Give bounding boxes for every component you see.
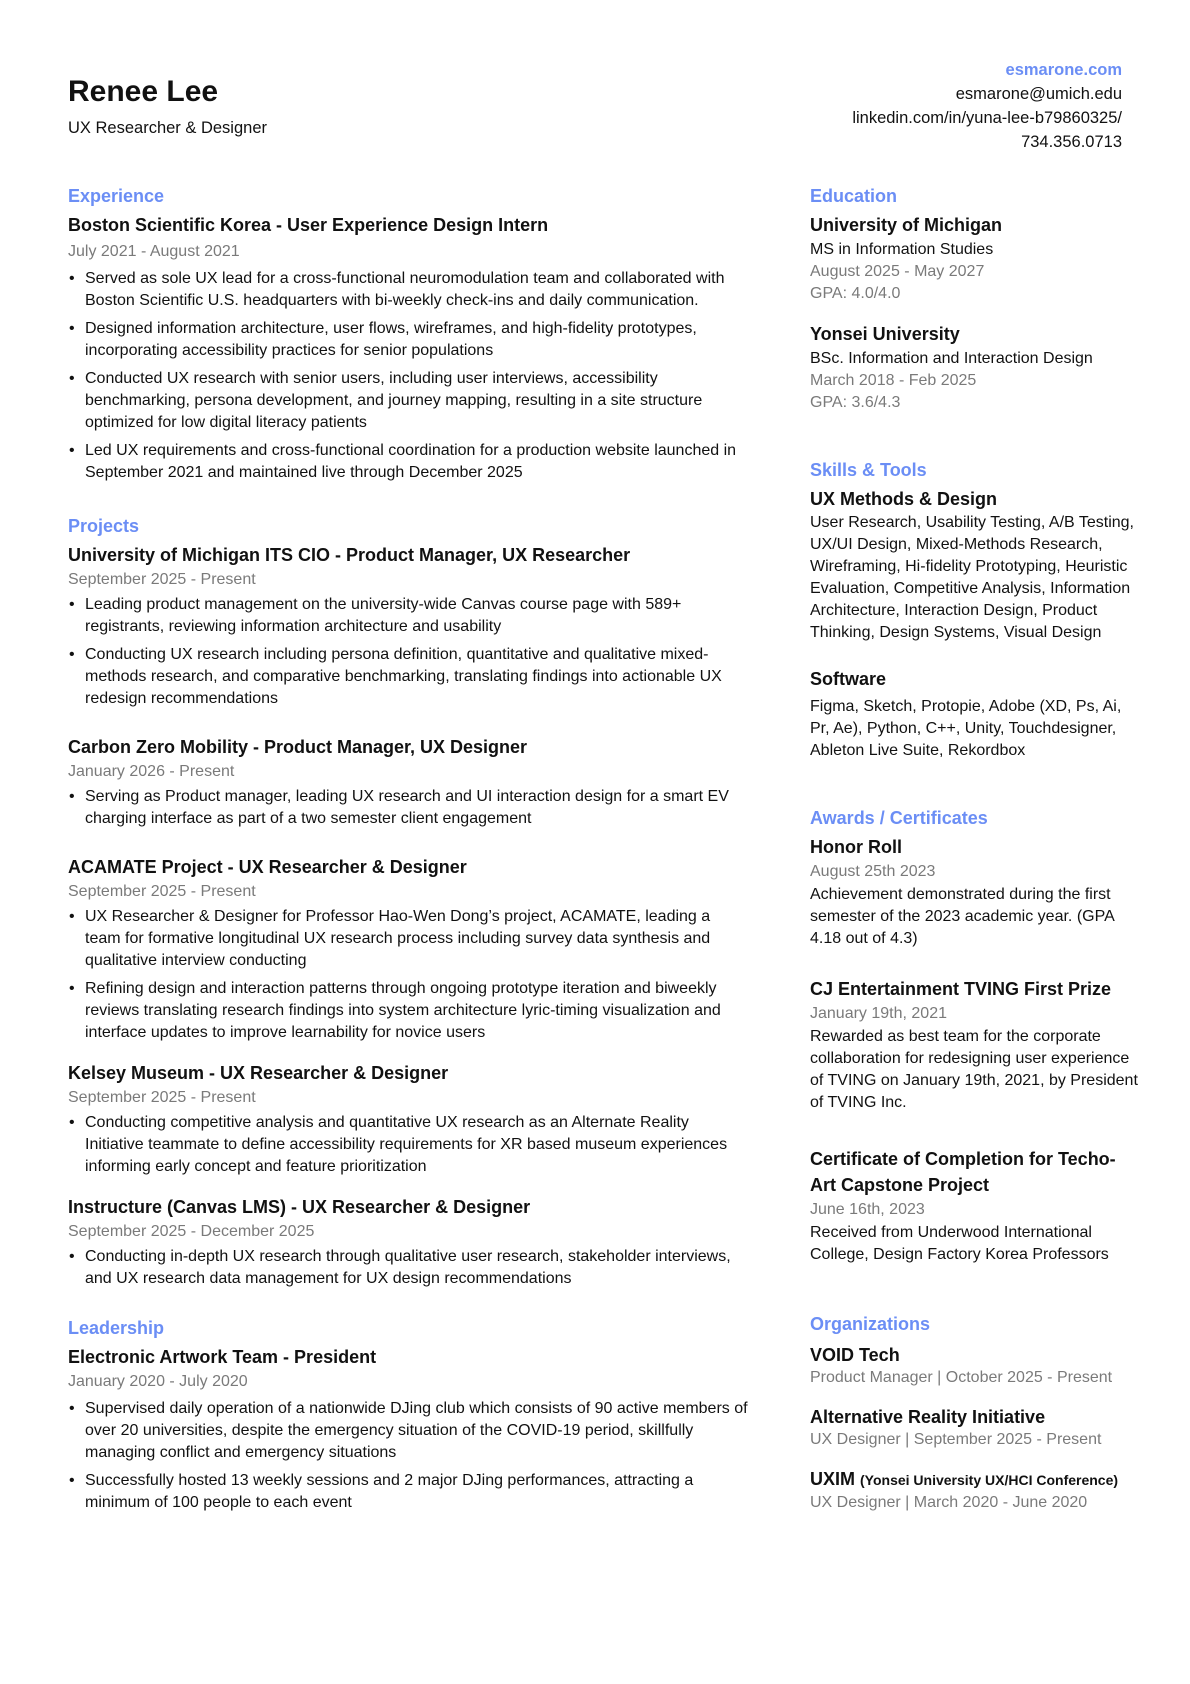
education-entry	[810, 321, 1140, 414]
entry-title: Boston Scientific Korea - User Experience Design Intern	[68, 215, 549, 235]
bullet-item: • Successfully hosted 13 weekly sessions and 2 major DJing performances, attracting a minimum of 100 people to each event	[68, 1470, 748, 1514]
section-title-skills: Skills & Tools	[810, 460, 927, 480]
award-date: August 25th 2023	[810, 863, 936, 880]
linkedin-link[interactable]: linkedin.com/in/yuna-lee-b79860325/	[852, 109, 1122, 127]
education-date: August 2025 - May 2027	[810, 263, 985, 280]
bullet-item: • Conducted UX research with senior users, including user interviews, accessibility benchmarking, persona development, and journey mapping, resulting in a site structure optimized for low digital literacy patients	[68, 368, 748, 434]
organization-entry	[810, 1466, 1140, 1513]
skills-text: User Research, Usability Testing, A/B Testing, UX/UI Design, Mixed-Methods Research, Wireframing, Hi-fidelity Prototyping, Heuristic Evaluation, Competitive Analysis, Information Architecture, Interaction Design, Product Thinking, Design Systems, Visual Design	[810, 514, 1134, 641]
bullet-item: • Leading product management on the university-wide Canvas course page with 589+ registrants, reviewing information architecture and usability	[68, 594, 748, 638]
award-entry	[810, 1146, 1140, 1266]
award-title: Certificate of Completion for Techo-Art Capstone Project	[810, 1149, 1116, 1195]
entry-date: January 2020 - July 2020	[68, 1373, 248, 1390]
candidate-name: Renee Lee	[68, 75, 219, 108]
organization-name: VOID Tech	[810, 1345, 900, 1365]
entry-title: Instructure (Canvas LMS) - UX Researcher & Designer	[68, 1197, 531, 1217]
bullet-item: • Led UX requirements and cross-functional coordination for a production website launched in September 2021 and maintained live through December 2025	[68, 440, 748, 484]
entry-date: September 2025 - Present	[68, 571, 256, 588]
section-title-education: Education	[810, 186, 898, 206]
email-link[interactable]: esmarone@umich.edu	[955, 85, 1122, 103]
school-name: Yonsei University	[810, 324, 960, 344]
candidate-role: UX Researcher & Designer	[68, 119, 267, 137]
entry-bullets	[68, 1112, 748, 1178]
organization-subtitle: (Yonsei University UX/HCI Conference)	[860, 1472, 1119, 1488]
project-entry	[68, 542, 748, 710]
project-entry	[68, 734, 748, 830]
gpa: GPA: 3.6/4.3	[810, 394, 901, 411]
website-link[interactable]: esmarone.com	[1005, 61, 1122, 79]
section-title-organizations: Organizations	[810, 1314, 931, 1334]
entry-date: July 2021 - August 2021	[68, 243, 240, 260]
skills-group	[810, 486, 1140, 644]
bullet-item: • Conducting in-depth UX research through qualitative user research, stakeholder interviews, and UX research data management for UX design recommendations	[68, 1246, 748, 1290]
entry-date: September 2025 - Present	[68, 1089, 256, 1106]
bullet-item: • Supervised daily operation of a nationwide DJing club which consists of 90 active members of over 20 universities, despite the emergency situation of the COVID-19 period, skillfully managing conflict and emergency situations	[68, 1398, 748, 1464]
entry-title: Carbon Zero Mobility - Product Manager, UX Designer	[68, 737, 528, 757]
organization-detail: Product Manager | October 2025 - Present	[810, 1369, 1113, 1386]
award-title: CJ Entertainment TVING First Prize	[810, 979, 1112, 999]
skills-text: Figma, Sketch, Protopie, Adobe (XD, Ps, Ai, Pr, Ae), Python, C++, Unity, Touchdesigner, Ableton Live Suite, Rekordbox	[810, 698, 1122, 759]
award-entry	[810, 834, 1140, 950]
project-entry	[68, 1060, 748, 1178]
organization-name: UXIM	[810, 1469, 855, 1489]
entry-title: University of Michigan ITS CIO - Product Manager, UX Researcher	[68, 545, 631, 565]
entry-bullets	[68, 268, 748, 484]
award-date: January 19th, 2021	[810, 1005, 947, 1022]
contact-block	[852, 58, 1122, 154]
gpa: GPA: 4.0/4.0	[810, 285, 901, 302]
section-title-projects: Projects	[68, 516, 140, 536]
organization-heading	[810, 1466, 1140, 1493]
award-text: Achievement demonstrated during the first semester of the 2023 academic year. (GPA 4.18 out of 4.3)	[810, 886, 1114, 947]
entry-date: September 2025 - December 2025	[68, 1223, 315, 1240]
award-date: June 16th, 2023	[810, 1201, 925, 1218]
phone-number: 734.356.0713	[1021, 133, 1122, 151]
entry-title: Electronic Artwork Team - President	[68, 1347, 377, 1367]
award-title: Honor Roll	[810, 837, 902, 857]
bullet-item: • UX Researcher & Designer for Professor Hao-Wen Dong’s project, ACAMATE, leading a team for formative longitudinal UX research process including survey data synthesis and qualitative interview conducting	[68, 906, 748, 972]
entry-date: September 2025 - Present	[68, 883, 256, 900]
entry-bullets	[68, 1246, 748, 1290]
skills-heading: UX Methods & Design	[810, 489, 998, 509]
entry-bullets	[68, 906, 748, 1044]
organization-detail: UX Designer | March 2020 - June 2020	[810, 1494, 1088, 1511]
entry-bullets	[68, 594, 748, 710]
bullet-item: • Conducting UX research including persona definition, quantitative and qualitative mixed-methods research, and comparative benchmarking, translating findings into actionable UX redesign recommendations	[68, 644, 748, 710]
bullet-item: • Designed information architecture, user flows, wireframes, and high-fidelity prototypes, incorporating accessibility practices for senior populations	[68, 318, 748, 362]
entry-title: ACAMATE Project - UX Researcher & Designer	[68, 857, 467, 877]
bullet-item: • Refining design and interaction patterns through ongoing prototype iteration and biweekly reviews translating research findings into system architecture lyric-timing visualization and interface updates to improve learnability for novice users	[68, 978, 748, 1044]
header-left	[68, 74, 267, 140]
organization-detail: UX Designer | September 2025 - Present	[810, 1431, 1102, 1448]
leadership-entry	[68, 1344, 748, 1514]
entry-date: January 2026 - Present	[68, 763, 235, 780]
award-entry	[810, 976, 1140, 1114]
entry-bullets	[68, 786, 748, 830]
section-title-leadership: Leadership	[68, 1318, 165, 1338]
award-text: Received from Underwood International College, Design Factory Korea Professors	[810, 1224, 1109, 1263]
bullet-item: • Serving as Product manager, leading UX research and UI interaction design for a smart EV charging interface as part of a two semester client engagement	[68, 786, 748, 830]
left-column	[68, 184, 748, 1520]
education-date: March 2018 - Feb 2025	[810, 372, 977, 389]
organization-entry	[810, 1342, 1140, 1388]
project-entry	[68, 854, 748, 1044]
experience-entry	[68, 212, 748, 484]
entry-title: Kelsey Museum - UX Researcher & Designer	[68, 1063, 449, 1083]
skills-heading: Software	[810, 669, 887, 689]
education-entry	[810, 212, 1140, 305]
entry-bullets	[68, 1398, 748, 1514]
organization-entry	[810, 1404, 1140, 1450]
right-column	[810, 184, 1140, 1513]
section-title-experience: Experience	[68, 186, 165, 206]
school-name: University of Michigan	[810, 215, 1003, 235]
bullet-item: • Conducting competitive analysis and quantitative UX research as an Alternate Reality Initiative teammate to define accessibility requirements for XR based museum experiences informing early concept and feature prioritization	[68, 1112, 748, 1178]
organization-name: Alternative Reality Initiative	[810, 1407, 1046, 1427]
degree: MS in Information Studies	[810, 241, 994, 258]
degree: BSc. Information and Interaction Design	[810, 350, 1093, 367]
bullet-item: • Served as sole UX lead for a cross-functional neuromodulation team and collaborated with Boston Scientific U.S. headquarters with bi-weekly check-ins and daily communication.	[68, 268, 748, 312]
section-title-awards: Awards / Certificates	[810, 808, 988, 828]
project-entry	[68, 1194, 748, 1290]
award-text: Rewarded as best team for the corporate collaboration for redesigning user experience of TVING on January 19th, 2021, by President of TVING Inc.	[810, 1028, 1138, 1111]
skills-group	[810, 666, 1140, 762]
